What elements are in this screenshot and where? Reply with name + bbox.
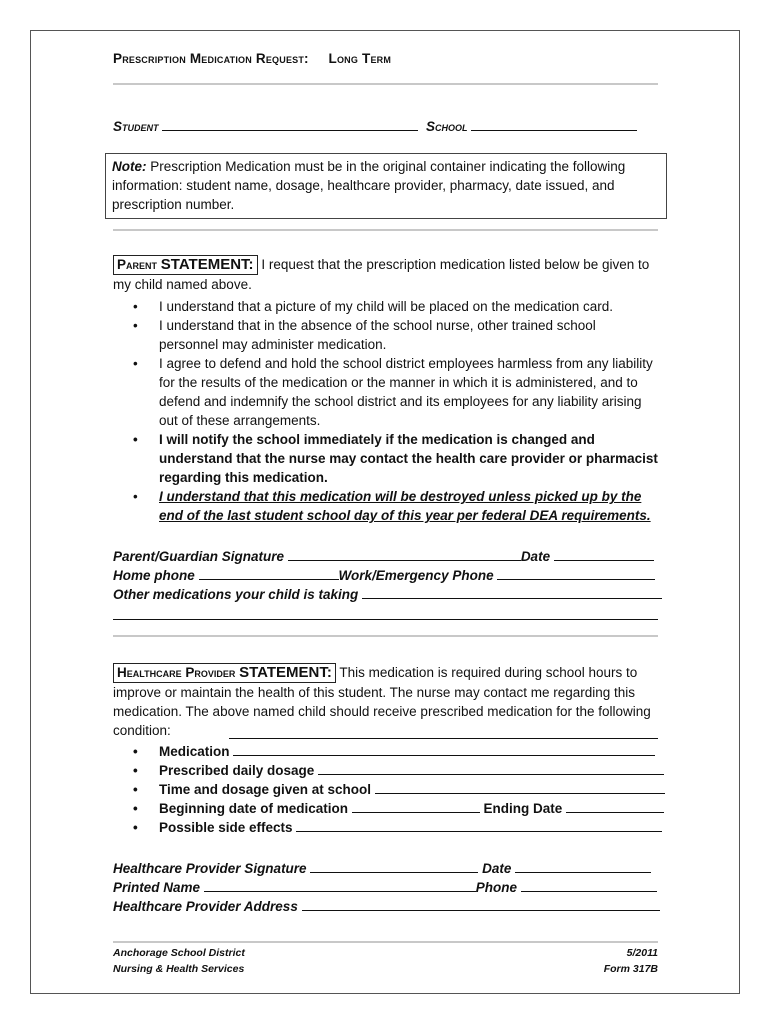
note-label: Note: [112, 159, 147, 174]
note-text: Prescription Medication must be in the original container indicating the following information: student name, dosage, healthcare provider, pharmacy, date issued, and prescription number. [112, 159, 626, 212]
provider-statement [113, 663, 658, 740]
parent-bullets [113, 297, 658, 525]
parent-intro: I request that the prescription medication listed below be given to my child named above. [113, 257, 650, 292]
printed-name-row [113, 878, 658, 897]
bullet-icon: • [133, 820, 138, 835]
end-date-field[interactable] [566, 800, 664, 813]
begin-date-label: Beginning date of medication [159, 801, 349, 816]
student-label: Student [113, 119, 159, 134]
title-part2: Long Term [328, 51, 392, 66]
daily-dosage-field[interactable] [318, 762, 664, 775]
printed-name-label: Printed Name [113, 880, 201, 895]
footer-org: Anchorage School District [113, 947, 245, 959]
footer-left [113, 945, 245, 977]
parent-label-sc: Parent [117, 257, 158, 272]
provider-date-label: Date [482, 861, 512, 876]
list-item [113, 761, 658, 780]
work-phone-field[interactable] [497, 567, 655, 580]
other-meds-field-line2[interactable] [113, 619, 658, 620]
parent-signature-row [113, 547, 658, 566]
form-title [113, 51, 391, 66]
list-item: • I will notify the school immediately if the medication is changed and understand that the nurse may contact the health care provider or pharmacist regarding this medication. [133, 432, 658, 485]
bullet-icon: • [133, 489, 138, 504]
side-effects-label: Possible side effects [159, 820, 293, 835]
bullet-icon: • [133, 782, 138, 797]
home-phone-field[interactable] [199, 567, 339, 580]
school-field[interactable] [471, 117, 637, 131]
begin-date-field[interactable] [352, 800, 480, 813]
divider [113, 635, 658, 637]
provider-phone-label: Phone [475, 880, 518, 895]
student-school-row [113, 117, 658, 136]
home-phone-label: Home phone [113, 568, 195, 583]
provider-label-caps: STATEMENT: [239, 664, 332, 681]
form-page [30, 30, 740, 994]
bullet-icon: • [133, 801, 138, 816]
medication-label: Medication [159, 744, 230, 759]
parent-statement-label [113, 255, 258, 275]
medication-field[interactable] [233, 743, 655, 756]
work-phone-label: Work/Emergency Phone [338, 568, 494, 583]
daily-dosage-label: Prescribed daily dosage [159, 763, 315, 778]
provider-items [113, 742, 658, 837]
bullet-icon: • [133, 763, 138, 778]
divider [113, 83, 658, 85]
provider-phone-field[interactable] [521, 879, 657, 892]
divider [113, 229, 658, 231]
parent-phone-row [113, 566, 658, 585]
provider-label-sc: Healthcare Provider [117, 665, 236, 680]
provider-address-label: Healthcare Provider Address [113, 899, 298, 914]
student-field[interactable] [162, 117, 418, 131]
provider-signature-row [113, 859, 658, 878]
provider-sig-label: Healthcare Provider Signature [113, 861, 307, 876]
bullet-icon: • [133, 744, 138, 759]
other-meds-row [113, 585, 658, 604]
other-meds-field[interactable] [362, 586, 662, 599]
other-meds-label: Other medications your child is taking [113, 587, 359, 602]
note-box [105, 153, 667, 219]
footer-form: Form 317B [603, 963, 658, 975]
side-effects-field[interactable] [296, 819, 662, 832]
provider-sig-field[interactable] [310, 860, 478, 873]
parent-sig-label: Parent/Guardian Signature [113, 549, 285, 564]
provider-address-row [113, 897, 658, 916]
list-item [113, 818, 658, 837]
parent-sig-field[interactable] [288, 548, 521, 561]
bullet-icon: • [133, 299, 138, 314]
list-item [113, 780, 658, 799]
list-item: • I understand that this medication will be destroyed unless picked up by the end of the last student school day of this year per federal DEA requirements. [133, 489, 651, 523]
school-label: School [426, 119, 468, 134]
bullet-icon: • [133, 356, 138, 371]
parent-statement [113, 255, 658, 294]
bullet-icon: • [133, 432, 138, 447]
title-part1: Prescription Medication Request: [113, 51, 309, 66]
parent-date-field[interactable] [554, 548, 654, 561]
printed-name-field[interactable] [204, 879, 476, 892]
footer-date: 5/2011 [626, 947, 658, 959]
time-dosage-label: Time and dosage given at school [159, 782, 372, 797]
end-date-label: Ending Date [483, 801, 563, 816]
provider-statement-label [113, 663, 336, 683]
list-item: • I agree to defend and hold the school district employees harmless from any liability for the results of the medication or the manner in which it is administered, and to defend and indemnify the school district and its employees for any liability arising out of these arrangements. [133, 356, 653, 428]
bullet-icon: • [133, 318, 138, 333]
parent-date-label: Date [520, 549, 551, 564]
footer-dept: Nursing & Health Services [113, 963, 245, 975]
list-item [113, 742, 658, 761]
condition-field[interactable] [229, 738, 658, 739]
provider-date-field[interactable] [515, 860, 651, 873]
footer-divider [113, 941, 658, 943]
list-item [113, 799, 658, 818]
parent-label-caps: STATEMENT: [160, 256, 254, 273]
provider-address-field[interactable] [302, 898, 660, 911]
list-item: • I understand that in the absence of the school nurse, other trained school personnel may administer medication. [133, 318, 596, 352]
list-item: • I understand that a picture of my child will be placed on the medication card. [133, 299, 614, 314]
footer-right [604, 945, 658, 977]
provider-intro: This medication is required during school hours to improve or maintain the health of this student. The nurse may contact me regarding this medication. The above named child should receive prescribed medication for the following condition: [113, 665, 651, 738]
time-dosage-field[interactable] [375, 781, 665, 794]
